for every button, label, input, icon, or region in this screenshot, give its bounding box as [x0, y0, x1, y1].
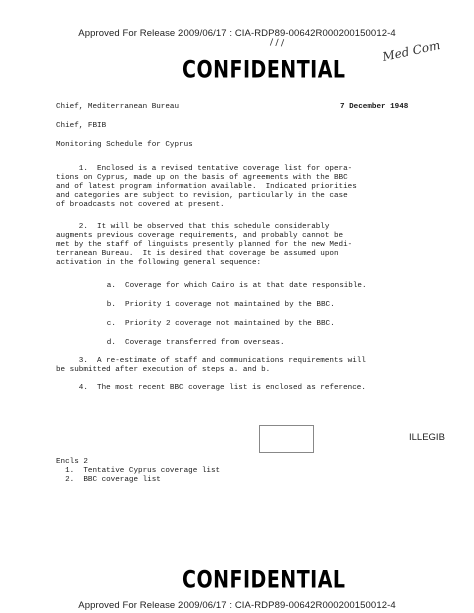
memo-to: Chief, Mediterranean Bureau [56, 103, 180, 111]
paragraph-line: be submitted after execution of steps a. and b. [56, 366, 271, 374]
memo-from: Chief, FBIB [56, 122, 107, 130]
classification-stamp-top: CONFIDENTIAL [182, 56, 346, 84]
paragraph-line: 4. The most recent BBC coverage list is enclosed as reference. [56, 384, 366, 392]
sequence-item: c. Priority 2 coverage not maintained by the BBC. [84, 320, 335, 328]
paragraph-line: tions on Cyprus, made up on the basis of agreements with the BBC [56, 174, 348, 182]
memo-subject: Monitoring Schedule for Cyprus [56, 141, 193, 149]
enclosure-item: 2. BBC coverage list [56, 476, 161, 484]
paragraph-line: and categories are subject to revision, particularly in the case [56, 192, 348, 200]
redaction-box [259, 425, 314, 453]
paragraph-line: of broadcasts not covered at present. [56, 201, 225, 209]
paragraph-line: 3. A re-estimate of staff and communications requirements will [56, 357, 366, 365]
illegible-marker: ILLEGIB [409, 432, 445, 443]
memo-date: 7 December 1948 [340, 103, 409, 111]
paragraph-line: augments previous coverage requirements, and probably cannot be [56, 232, 344, 240]
sequence-item: a. Coverage for which Cairo is at that date responsible. [84, 282, 367, 290]
paragraph-line: and of latest program information available. Indicated priorities [56, 183, 357, 191]
stamp-fraction: / / / [269, 37, 285, 50]
enclosure-item: 1. Tentative Cyprus coverage list [56, 467, 221, 475]
enclosures-heading: Encls 2 [56, 458, 88, 466]
classification-stamp-bottom: CONFIDENTIAL [182, 566, 346, 594]
paragraph-line: activation in the following general sequence: [56, 259, 262, 267]
paragraph-line: met by the staff of linguists presently planned for the new Medi- [56, 241, 353, 249]
handwritten-note: Med Com [381, 38, 442, 64]
sequence-item: b. Priority 1 coverage not maintained by the BBC. [84, 301, 335, 309]
paragraph-line: 2. It will be observed that this schedule considerably [56, 223, 330, 231]
release-footer: Approved For Release 2009/06/17 : CIA-RDP89-00642R000200150012-4 [78, 600, 396, 611]
paragraph-line: 1. Enclosed is a revised tentative coverage list for opera- [56, 165, 353, 173]
release-header: Approved For Release 2009/06/17 : CIA-RDP89-00642R000200150012-4 [78, 28, 396, 39]
sequence-item: d. Coverage transferred from overseas. [84, 339, 285, 347]
paragraph-line: terranean Bureau. It is desired that coverage be assumed upon [56, 250, 339, 258]
